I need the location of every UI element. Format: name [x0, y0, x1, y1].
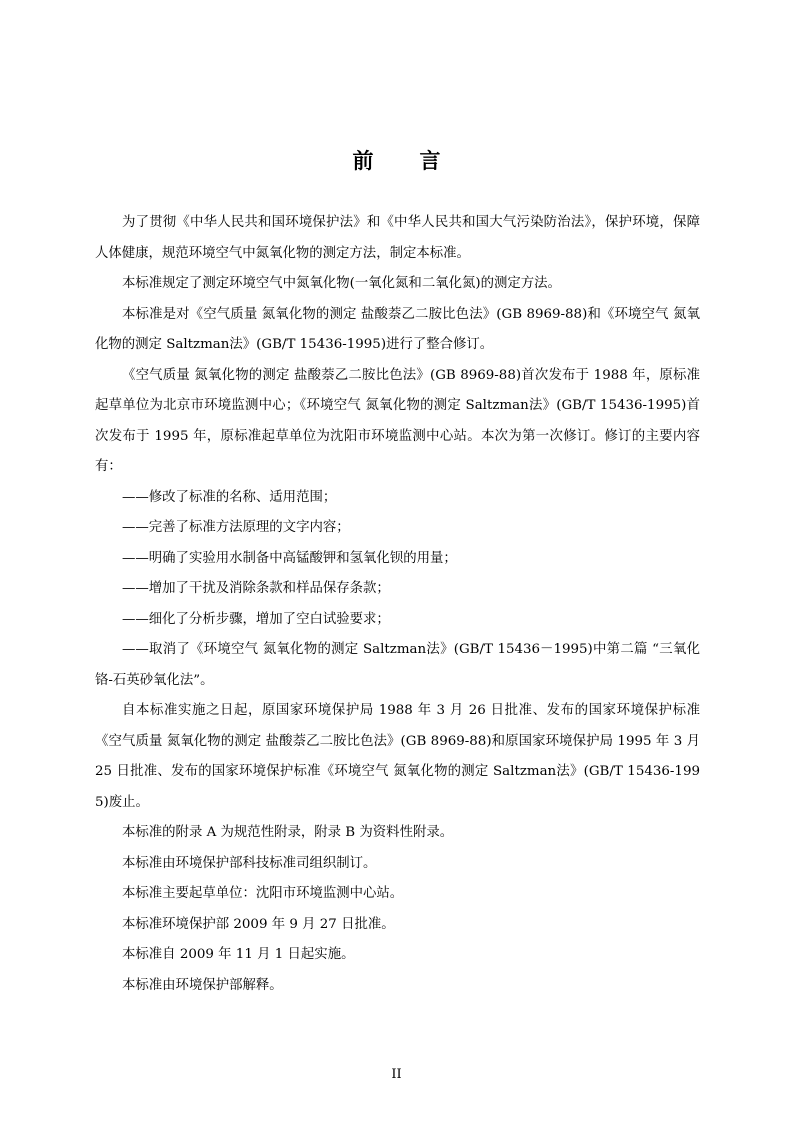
list-item: ——修改了标准的名称、适用范围； — [122, 489, 337, 505]
paragraph-abolition: 自本标准实施之日起，原国家环境保护局 1988 年 3 月 26 日批准、发布的国家环境保护标准《空气质量 氮氧化物的测定 盐酸萘乙二胺比色法》(GB 8969-88)和原国家环境保护局 1995 年 3 月 25 日批准、发布的国家环境保护标准《环境空气 氮氧化物的测定 Saltzman法》(GB/T 15436-1995)废止。 — [95, 703, 700, 810]
list-item: ——明确了实验用水制备中高锰酸钾和氢氧化钡的用量； — [122, 550, 457, 566]
paragraph-interpretation: 本标准由环境保护部解释。 — [122, 977, 283, 993]
preface-body — [95, 208, 700, 1001]
paragraph-drafter: 本标准主要起草单位：沈阳市环境监测中心站。 — [122, 886, 404, 901]
page-number: II — [391, 1067, 402, 1082]
list-item: ——细化了分析步骤，增加了空白试验要求； — [122, 611, 390, 627]
list-item: ——增加了干扰及消除条款和样品保存条款； — [122, 581, 390, 596]
paragraph-revision: 本标准是对《空气质量 氮氧化物的测定 盐酸萘乙二胺比色法》(GB 8969-88)和《环境空气 氮氧化物的测定 Saltzman法》(GB/T 15436-1995)进行了整合修订。 — [95, 306, 700, 352]
paragraph-appendix: 本标准的附录 A 为规范性附录，附录 B 为资料性附录。 — [122, 825, 454, 840]
paragraph-history: 《空气质量 氮氧化物的测定 盐酸萘乙二胺比色法》(GB 8969-88)首次发布于 1988 年，原标准起草单位为北京市环境监测中心；《环境空气 氮氧化物的测定 Saltzman法》(GB/T 15436-1995)首次发布于 1995 年，原标准起草单位为沈阳市环境监测中心站。本次为第一次修订。修订的主要内容有： — [95, 367, 700, 474]
paragraph-organizer: 本标准由环境保护部科技标准司组织制订。 — [122, 855, 377, 871]
list-item: ——取消了《环境空气 氮氧化物的测定 Saltzman法》(GB/T 15436－1995)中第二篇 “三氧化铬-石英砂氧化法”。 — [95, 642, 700, 688]
paragraph-approval: 本标准环境保护部 2009 年 9 月 27 日批准。 — [122, 916, 395, 932]
paragraph-scope: 本标准规定了测定环境空气中氮氧化物(一氧化氮和二氧化氮)的测定方法。 — [122, 276, 561, 291]
list-item: ——完善了标准方法原理的文字内容； — [122, 520, 350, 535]
paragraph-purpose: 为了贯彻《中华人民共和国环境保护法》和《中华人民共和国大气污染防治法》，保护环境，保障人体健康，规范环境空气中氮氧化物的测定方法，制定本标准。 — [95, 215, 700, 261]
page-title: 前言 — [352, 149, 487, 173]
paragraph-effective-date: 本标准自 2009 年 11 月 1 日起实施。 — [122, 947, 355, 962]
